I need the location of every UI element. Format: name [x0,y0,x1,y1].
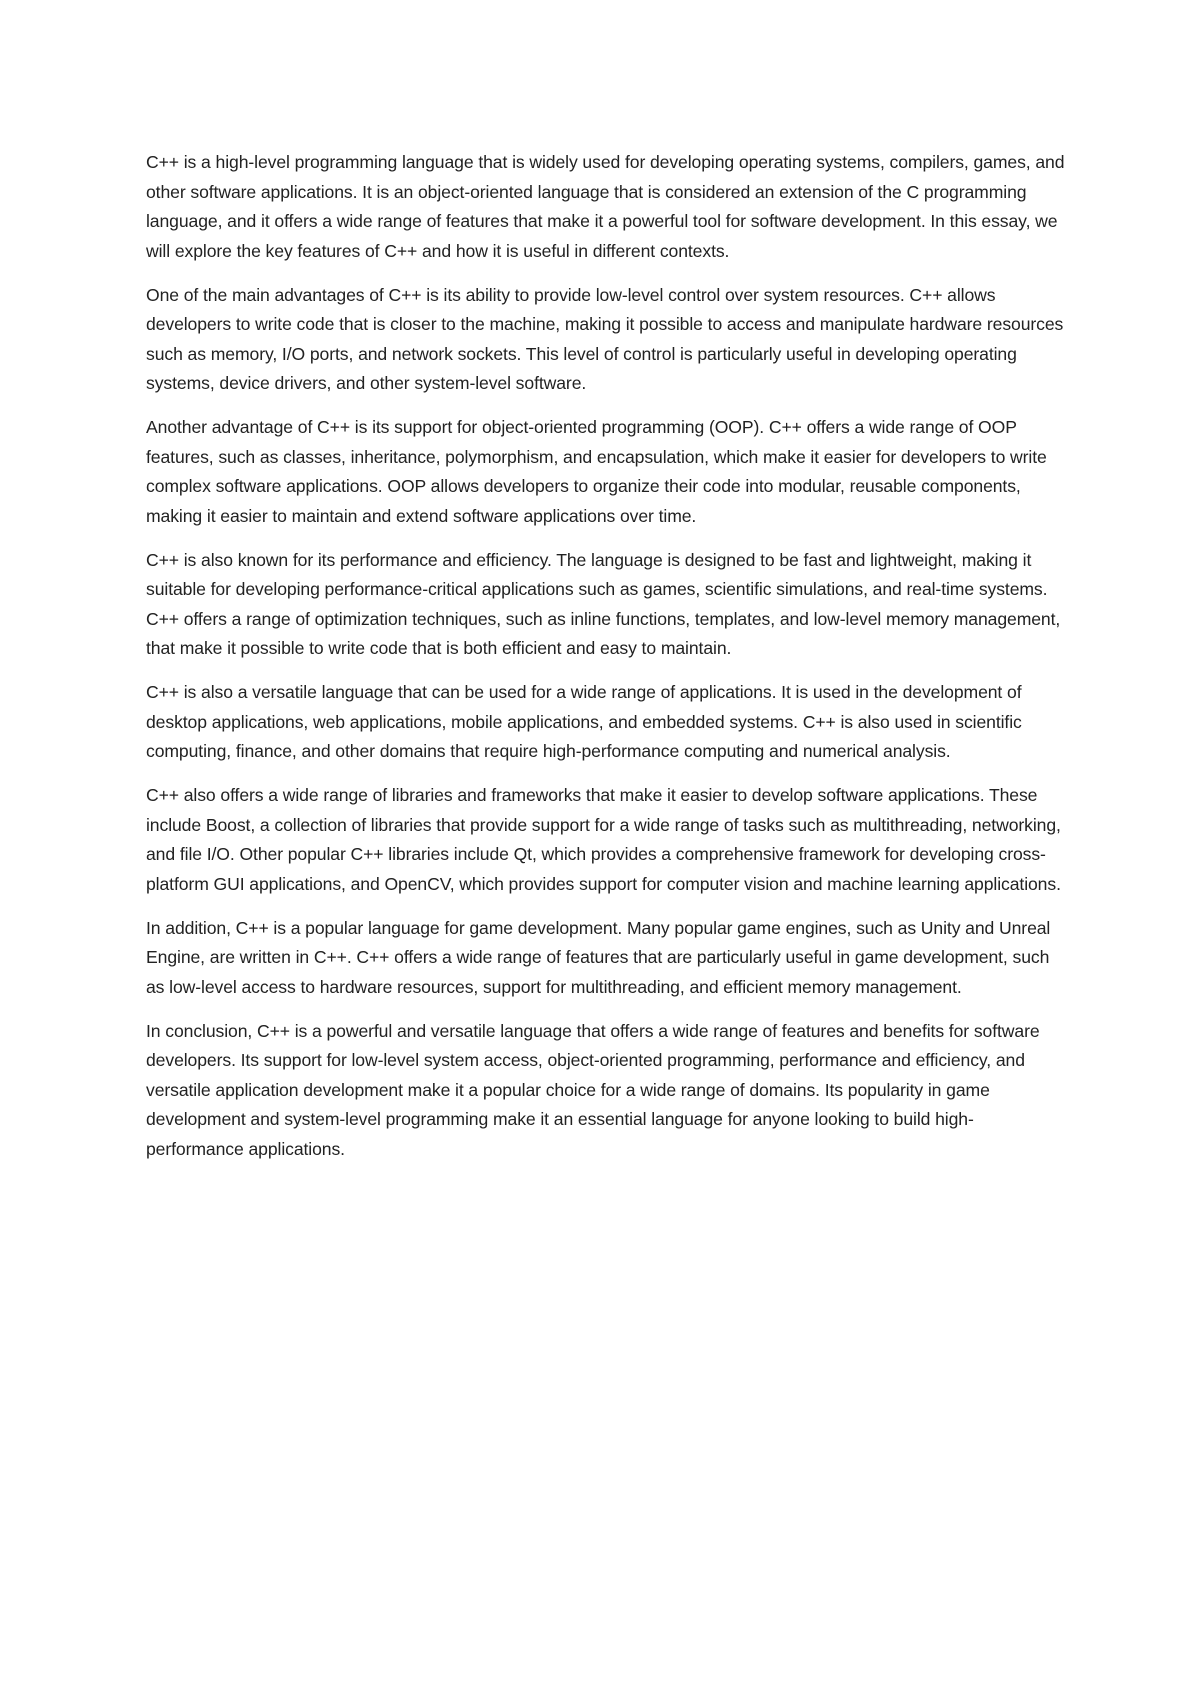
paragraph-conclusion: In conclusion, C++ is a powerful and versatile language that offers a wide range of features and benefits for software developers. Its support for low-level system access, object-oriented programming, performance and efficiency, and versatile application development make it a popular choice for a wide range of domains. Its popularity in game development and system-level programming make it an essential language for anyone looking to build high-performance applications. [146,1020,1040,1159]
paragraph-performance: C++ is also known for its performance and efficiency. The language is designed to be fast and lightweight, making it suitable for developing performance-critical applications such as games, scientific simulations, and real-time systems. C++ offers a range of optimization techniques, such as inline functions, templates, and low-level memory management, that make it possible to write code that is both efficient and easy to maintain. [146,549,1061,658]
paragraph-game-development: In addition, C++ is a popular language for game development. Many popular game engines, such as Unity and Unreal Engine, are written in C++. C++ offers a wide range of features that are particularly useful in game development, such as low-level access to hardware resources, support for multithreading, and efficient memory management. [146,917,1051,997]
paragraph-oop: Another advantage of C++ is its support for object-oriented programming (OOP). C++ offers a wide range of OOP features, such as classes, inheritance, polymorphism, and encapsulation, which make it easier for developers to write complex software applications. OOP allows developers to organize their code into modular, reusable components, making it easier to maintain and extend software applications over time. [146,417,1047,526]
paragraph-libraries: C++ also offers a wide range of libraries and frameworks that make it easier to develop software applications. These include Boost, a collection of libraries that provide support for a wide range of tasks such as multithreading, networking, and file I/O. Other popular C++ libraries include Qt, which provides a comprehensive framework for developing cross-platform GUI applications, and OpenCV, which provides support for computer vision and machine learning applications. [146,785,1061,894]
paragraph-versatility: C++ is also a versatile language that can be used for a wide range of applications. It is used in the development of desktop applications, web applications, mobile applications, and embedded systems. C++ is also used in scientific computing, finance, and other domains that require high-performance computing and numerical analysis. [146,682,1022,761]
paragraph-low-level-control: One of the main advantages of C++ is its ability to provide low-level control over system resources. C++ allows developers to write code that is closer to the machine, making it possible to access and manipulate hardware resources such as memory, I/O ports, and network sockets. This level of control is particularly useful in developing operating systems, device drivers, and other system-level software. [146,284,1064,393]
paragraph-intro: C++ is a high-level programming language that is widely used for developing operating systems, compilers, games, and other software applications. It is an object-oriented language that is considered an extension of the C programming language, and it offers a wide range of features that make it a powerful tool for software development. In this essay, we will explore the key features of C++ and how it is useful in different contexts. [146,152,1065,261]
document-body [146,148,1071,1179]
